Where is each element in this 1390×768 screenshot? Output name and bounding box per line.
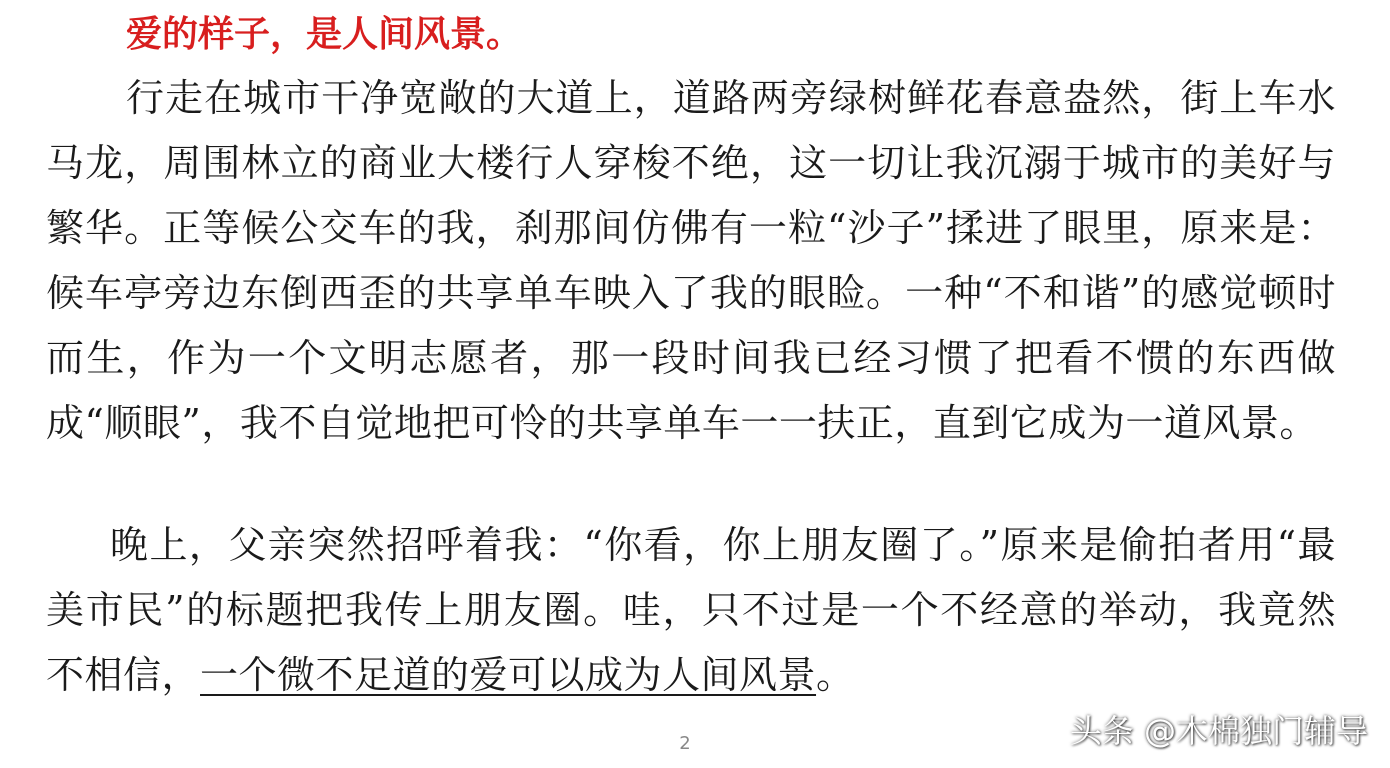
paragraph-2-text: 晚上，父亲突然招呼着我：“你看，你上朋友圈了。”原来是偷拍者用“最美市民”的标题把我传上朋友圈。哇，只不过是一个不经意的举动，我竟然不相信， [46, 523, 1336, 697]
page-number: 2 [679, 733, 691, 754]
paragraph-1: 行走在城市干净宽敞的大道上，道路两旁绿树鲜花春意盎然，街上车水马龙，周围林立的商业大楼行人穿梭不绝，这一切让我沉溺于城市的美好与繁华。正等候公交车的我，刹那间仿佛有一粒“沙子”揉进了眼里，原来是：候车亭旁边东倒西歪的共享单车映入了我的眼睑。一种“不和谐”的感觉顿时而生，作为一个文明志愿者，那一段时间我已经习惯了把看不惯的东西做成“顺眼”，我不自觉地把可怜的共享单车一一扶正，直到它成为一道风景。 [46, 76, 1336, 445]
essay-title: 爱的样子，是人间风景。 [126, 13, 523, 55]
paragraph-2-end: 。 [816, 653, 855, 697]
underlined-sentence: 一个微不足道的爱可以成为人间风景 [200, 653, 817, 697]
paragraph-2 [46, 513, 1336, 708]
watermark: 头条 @木棉独门辅导 [1069, 712, 1368, 750]
